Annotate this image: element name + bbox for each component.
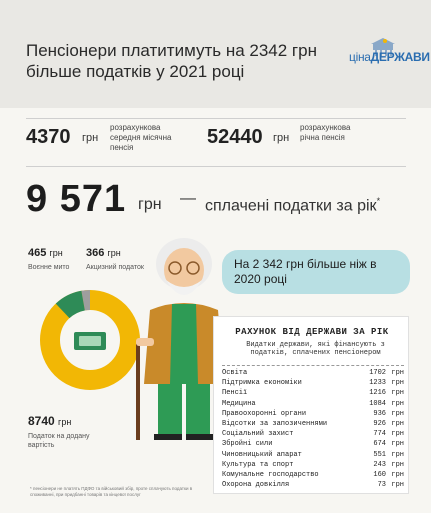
monthly-pension-desc: розрахункова середня місячна пенсія <box>110 123 172 152</box>
vat-tax-value <box>28 414 71 428</box>
receipt-row-value: 1702 <box>369 369 386 377</box>
receipt-row-currency: грн <box>391 409 404 418</box>
receipt-row-name: Медицина <box>222 399 256 408</box>
total-tax-desc-text: сплачені податки за рік <box>205 197 377 215</box>
receipt-row-currency: грн <box>391 369 404 377</box>
receipt-row-currency: грн <box>391 430 404 439</box>
military-tax-unit: грн <box>49 248 63 258</box>
receipt-row-value: 1233 <box>369 379 386 388</box>
brand-logo <box>345 38 430 78</box>
military-tax-number: 465 <box>28 247 47 259</box>
annual-pension-unit: грн <box>273 132 290 144</box>
monthly-pension-value: 4370 <box>26 126 71 148</box>
receipt-title: РАХУНОК ВІД ДЕРЖАВИ ЗА РІК <box>235 327 389 337</box>
receipt-row-currency: грн <box>391 481 404 490</box>
military-tax-label: Воєнне мито <box>28 264 70 271</box>
receipt-row-name: Чиновницький апарат <box>222 450 302 459</box>
total-tax-dash: — <box>180 190 196 207</box>
receipt-row-value: 936 <box>373 409 386 418</box>
receipt-row-currency: грн <box>391 460 404 469</box>
divider <box>26 118 406 119</box>
vat-tax-number: 8740 <box>28 414 55 428</box>
total-tax-unit: грн <box>138 196 162 213</box>
page-title: Пенсіонери платитимуть на 2342 грн більше податків у 2021 році <box>26 41 317 81</box>
annual-pension-value: 52440 <box>207 126 263 148</box>
receipt-row-value: 243 <box>373 460 386 469</box>
footnote: * пенсіонери не платять ПДФО та військовий збір, проте сплачують податки в споживанні, при придбанні товарів та кінцевої послуг <box>30 486 193 497</box>
logo-sub-text: ДЕРЖАВИ <box>370 50 430 64</box>
logo-main-text: ціна <box>349 50 371 64</box>
receipt-row-name: Соціальний захист <box>222 430 294 439</box>
excise-tax-value <box>86 247 121 259</box>
receipt-row-name: Освіта <box>222 369 248 377</box>
total-tax-value: 9 571 <box>26 178 127 220</box>
excise-segment <box>83 300 90 301</box>
receipt-row-name: Комунальне господарство <box>222 471 319 479</box>
receipt-row-name: Відсотки за запозиченнями <box>222 420 328 428</box>
receipt-subtitle: Видатки держави, які фінансують з податків, сплачених пенсіонером <box>246 341 385 357</box>
comparison-bubble <box>222 250 410 294</box>
receipt-row-value: 926 <box>373 420 386 428</box>
excise-tax-label: Акцизний податок <box>86 264 144 271</box>
receipt-row-currency: грн <box>391 399 404 408</box>
divider <box>26 166 406 167</box>
receipt-separator <box>222 365 404 366</box>
receipt-row-name: Підтримка економіки <box>222 379 302 388</box>
receipt-row-name: Культура та спорт <box>222 460 294 469</box>
receipt-row-name: Охорона довкілля <box>222 481 290 490</box>
monthly-pension-unit: грн <box>82 132 99 144</box>
vat-tax-label: Податок на додану вартість <box>28 433 90 449</box>
money-note <box>79 336 101 346</box>
receipt-row <box>222 481 404 492</box>
receipt-row-name: Правоохоронні органи <box>222 409 307 418</box>
receipt-row-name: Збройні сили <box>222 440 273 449</box>
military-tax-value <box>28 247 63 259</box>
receipt-row-value: 551 <box>373 450 386 459</box>
vat-tax-unit: грн <box>58 417 72 427</box>
receipt-row-value: 1084 <box>369 399 386 408</box>
receipt-row-value: 774 <box>373 430 386 439</box>
receipt-row-currency: грн <box>391 420 404 428</box>
annual-pension-desc: розрахункова річна пенсія <box>300 123 351 142</box>
military-segment <box>63 301 84 311</box>
receipt-row-value: 73 <box>377 481 386 490</box>
excise-tax-number: 366 <box>86 247 105 259</box>
footnote-marker: * <box>376 196 381 206</box>
state-receipt <box>213 316 409 494</box>
receipt-row-currency: грн <box>391 379 404 388</box>
receipt-row-currency: грн <box>391 389 404 398</box>
receipt-row-name: Пенсії <box>222 389 248 398</box>
logo-text <box>349 50 430 64</box>
receipt-row-currency: грн <box>391 471 404 479</box>
tax-donut-chart <box>36 286 144 394</box>
excise-tax-unit: грн <box>107 248 121 258</box>
receipt-row-currency: грн <box>391 440 404 449</box>
receipt-row-value: 674 <box>373 440 386 449</box>
receipt-row-currency: грн <box>391 450 404 459</box>
total-tax-desc <box>205 196 380 215</box>
receipt-row-value: 1216 <box>369 389 386 398</box>
receipt-row-value: 160 <box>373 471 386 479</box>
comparison-text: На 2 342 грн більше ніж в 2020 році <box>234 257 377 286</box>
